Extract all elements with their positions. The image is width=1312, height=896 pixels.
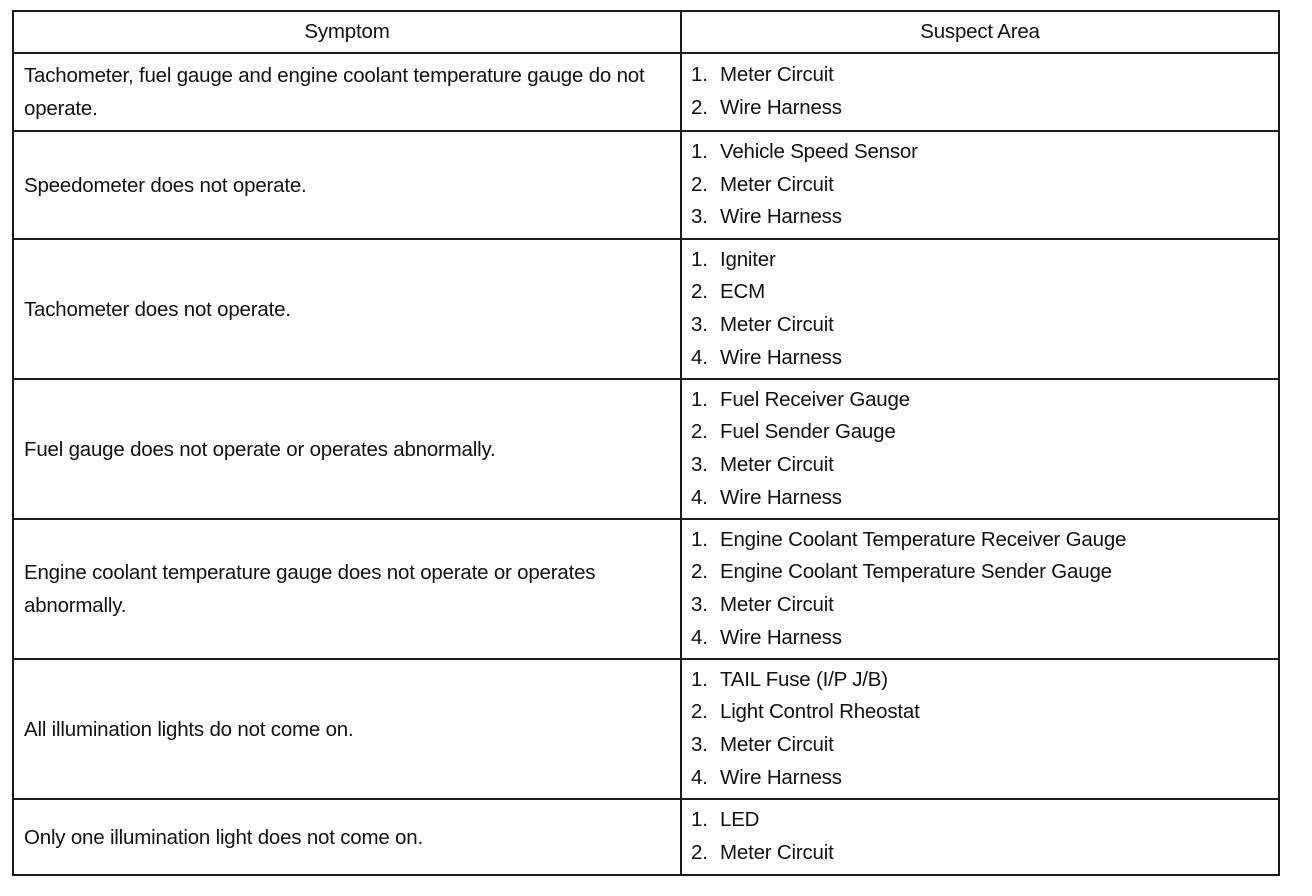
suspect-area-cell (681, 239, 1279, 379)
suspect-area-item (691, 384, 1270, 417)
suspect-area-cell (681, 131, 1279, 239)
item-text: Meter Circuit (720, 733, 834, 756)
item-text: Wire Harness (720, 485, 842, 509)
suspect-area-cell (681, 53, 1279, 131)
suspect-area-cell (681, 519, 1279, 659)
suspect-area-cell (681, 799, 1279, 875)
symptom-cell: Tachometer, fuel gauge and engine coolant temperature gauge do not operate. (13, 53, 681, 131)
suspect-area-list (691, 136, 1270, 234)
suspect-area-item (691, 762, 1270, 795)
item-number: 2. (691, 841, 708, 864)
suspect-area-item (691, 589, 1270, 622)
table-header-row (13, 11, 1279, 53)
item-number: 1. (691, 63, 708, 87)
item-text: Fuel Sender Gauge (720, 420, 896, 444)
table-row (13, 519, 1279, 659)
item-text: Vehicle Speed Sensor (720, 139, 918, 163)
table-row (13, 379, 1279, 519)
item-text: Meter Circuit (720, 593, 834, 616)
table-row (13, 659, 1279, 799)
item-text: Meter Circuit (720, 63, 834, 87)
item-text: Igniter (720, 247, 776, 271)
item-number: 3. (691, 313, 708, 336)
item-text: Meter Circuit (720, 172, 834, 196)
suspect-area-item (691, 729, 1270, 762)
item-number: 1. (691, 808, 708, 832)
item-text: ECM (720, 280, 765, 304)
suspect-area-list (691, 524, 1270, 655)
suspect-area-item (691, 837, 1270, 870)
item-number: 2. (691, 560, 708, 584)
item-text: Wire Harness (720, 205, 842, 229)
suspect-area-cell (681, 379, 1279, 519)
item-number: 1. (691, 139, 708, 163)
table-row (13, 799, 1279, 875)
suspect-area-item (691, 136, 1270, 169)
item-number: 4. (691, 485, 708, 509)
header-symptom: Symptom (13, 11, 681, 53)
item-number: 1. (691, 387, 708, 411)
suspect-area-item (691, 342, 1270, 375)
header-suspect-area: Suspect Area (681, 11, 1279, 53)
suspect-area-item (691, 482, 1270, 515)
suspect-area-item (691, 59, 1270, 92)
item-number: 1. (691, 667, 708, 691)
symptom-cell: Only one illumination light does not come on. (13, 799, 681, 875)
item-number: 2. (691, 700, 708, 724)
item-text: Engine Coolant Temperature Receiver Gauge (720, 527, 1127, 551)
table-row (13, 131, 1279, 239)
troubleshooting-table (12, 10, 1280, 876)
item-number: 4. (691, 765, 708, 789)
symptom-cell: Speedometer does not operate. (13, 131, 681, 239)
suspect-area-item (691, 622, 1270, 655)
table-row (13, 53, 1279, 131)
suspect-area-list (691, 664, 1270, 795)
suspect-area-item (691, 664, 1270, 697)
suspect-area-item (691, 696, 1270, 729)
item-number: 4. (691, 625, 708, 649)
item-text: Light Control Rheostat (720, 700, 920, 724)
item-number: 3. (691, 733, 708, 756)
troubleshooting-table-container (12, 10, 1278, 876)
item-number: 2. (691, 96, 708, 119)
item-number: 2. (691, 172, 708, 196)
suspect-area-item (691, 556, 1270, 589)
item-number: 1. (691, 527, 708, 551)
item-number: 3. (691, 453, 708, 476)
symptom-cell: All illumination lights do not come on. (13, 659, 681, 799)
item-number: 4. (691, 345, 708, 369)
suspect-area-item (691, 449, 1270, 482)
item-number: 2. (691, 280, 708, 304)
symptom-cell: Engine coolant temperature gauge does not operate or operates abnormally. (13, 519, 681, 659)
item-text: Wire Harness (720, 345, 842, 369)
item-number: 3. (691, 593, 708, 616)
suspect-area-item (691, 169, 1270, 202)
suspect-area-item (691, 276, 1270, 309)
suspect-area-item (691, 244, 1270, 277)
item-text: Wire Harness (720, 96, 842, 119)
suspect-area-item (691, 524, 1270, 557)
symptom-cell: Tachometer does not operate. (13, 239, 681, 379)
item-number: 1. (691, 247, 708, 271)
table-body (13, 53, 1279, 875)
suspect-area-item (691, 416, 1270, 449)
suspect-area-item (691, 201, 1270, 234)
suspect-area-list (691, 59, 1270, 124)
suspect-area-item (691, 92, 1270, 125)
suspect-area-item (691, 804, 1270, 837)
item-text: Wire Harness (720, 765, 842, 789)
item-text: LED (720, 808, 760, 832)
item-text: Meter Circuit (720, 313, 834, 336)
item-text: TAIL Fuse (I/P J/B) (720, 667, 888, 691)
suspect-area-cell (681, 659, 1279, 799)
item-number: 3. (691, 205, 708, 229)
item-text: Fuel Receiver Gauge (720, 387, 910, 411)
symptom-cell: Fuel gauge does not operate or operates abnormally. (13, 379, 681, 519)
suspect-area-list (691, 804, 1270, 869)
suspect-area-list (691, 384, 1270, 515)
item-number: 2. (691, 420, 708, 444)
suspect-area-item (691, 309, 1270, 342)
item-text: Meter Circuit (720, 841, 834, 864)
table-row (13, 239, 1279, 379)
suspect-area-list (691, 244, 1270, 375)
item-text: Wire Harness (720, 625, 842, 649)
item-text: Meter Circuit (720, 453, 834, 476)
item-text: Engine Coolant Temperature Sender Gauge (720, 560, 1112, 584)
